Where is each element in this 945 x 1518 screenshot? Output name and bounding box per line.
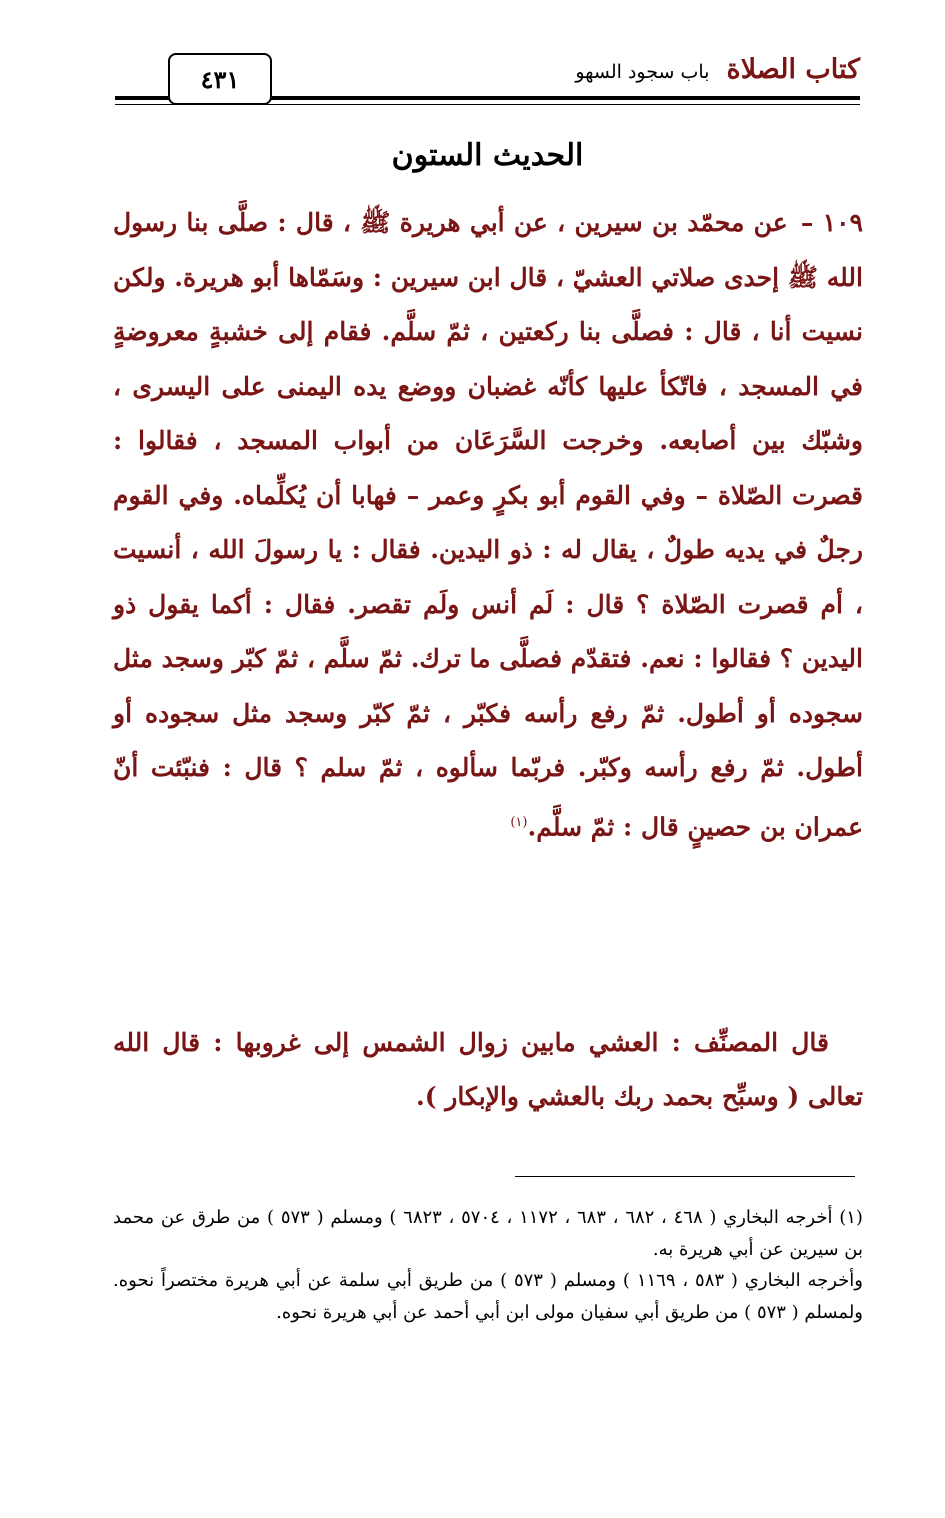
page-number: ٤٣١ [168,53,272,105]
chapter-title: باب سجود السهو [575,61,710,83]
footnotes [113,1202,863,1328]
hadith-number: ١٠٩ – [800,208,863,237]
section-title: الحديث الستون [391,138,584,173]
page-header [115,50,860,110]
hadith-text [113,196,863,854]
book-title: كتاب الصلاة [726,54,860,85]
author-note: قال المصنِّف : العشي مابين زوال الشمس إلى غروبها : قال الله تعالى ( وسبِّح بحمد ربك بالعشي والإبكار ). [113,1028,863,1111]
running-title [575,54,860,85]
footnote-reference[interactable]: (١) [510,814,528,830]
footnote-1-continued: وأخرجه البخاري ( ٥٨٣ ، ١١٦٩ ) ومسلم ( ٥٧٣ ) من طريق أبي سلمة عن أبي هريرة مختصراً نحوه. ولمسلم ( ٥٧٣ ) من طريق أبي سفيان مولى ابن أبي أحمد عن أبي هريرة نحوه. [113,1270,863,1323]
footnote-divider [515,1176,855,1177]
hadith-body: عن محمّد بن سيرين ، عن أبي هريرة ﷺ ، قال : صلَّى بنا رسول الله ﷺ إحدى صلاتي العشيّ ، قال ابن سيرين : وسَمّاها أبو هريرة. ولكن نسيت أنا ، قال : فصلَّى بنا ركعتين ، ثمّ سلَّم. فقام إلى خشبةٍ معروضةٍ في المسجد ، فاتّكأ عليها كأنّه غضبان ووضع يده اليمنى على اليسرى ، وشبّك بين أصابعه. وخرجت السَّرَعَان من أبواب المسجد ، فقالوا : قصرت الصّلاة – وفي القوم أبو بكرٍ وعمر – فهابا أن يُكلِّماه. وفي القوم رجلٌ في يديه طولٌ ، يقال له : ذو اليدين. فقال : يا رسولَ الله ، أنسيت ، أم قصرت الصّلاة ؟ قال : لَم أنس ولَم تقصر. فقال : أكما يقول ذو اليدين ؟ فقالوا : نعم. فتقدّم فصلَّى ما ترك. ثمّ سلَّم ، ثمّ كبّر وسجد مثل سجوده أو أطول. ثمّ رفع رأسه فكبّر ، ثمّ كبّر وسجد مثل سجوده أو أطول. ثمّ رفع رأسه وكبّر. فربّما سألوه ، ثمّ سلم ؟ قال : فنبّئت أنّ عمران بن حصينٍ قال : ثمّ سلَّم. [113,208,863,841]
footnote-1: (١) أخرجه البخاري ( ٤٦٨ ، ٦٨٢ ، ٦٨٣ ، ١١٧٢ ، ٥٧٠٤ ، ٦٨٢٣ ) ومسلم ( ٥٧٣ ) من طرق عن محمد بن سيرين عن أبي هريرة به. [113,1207,863,1260]
